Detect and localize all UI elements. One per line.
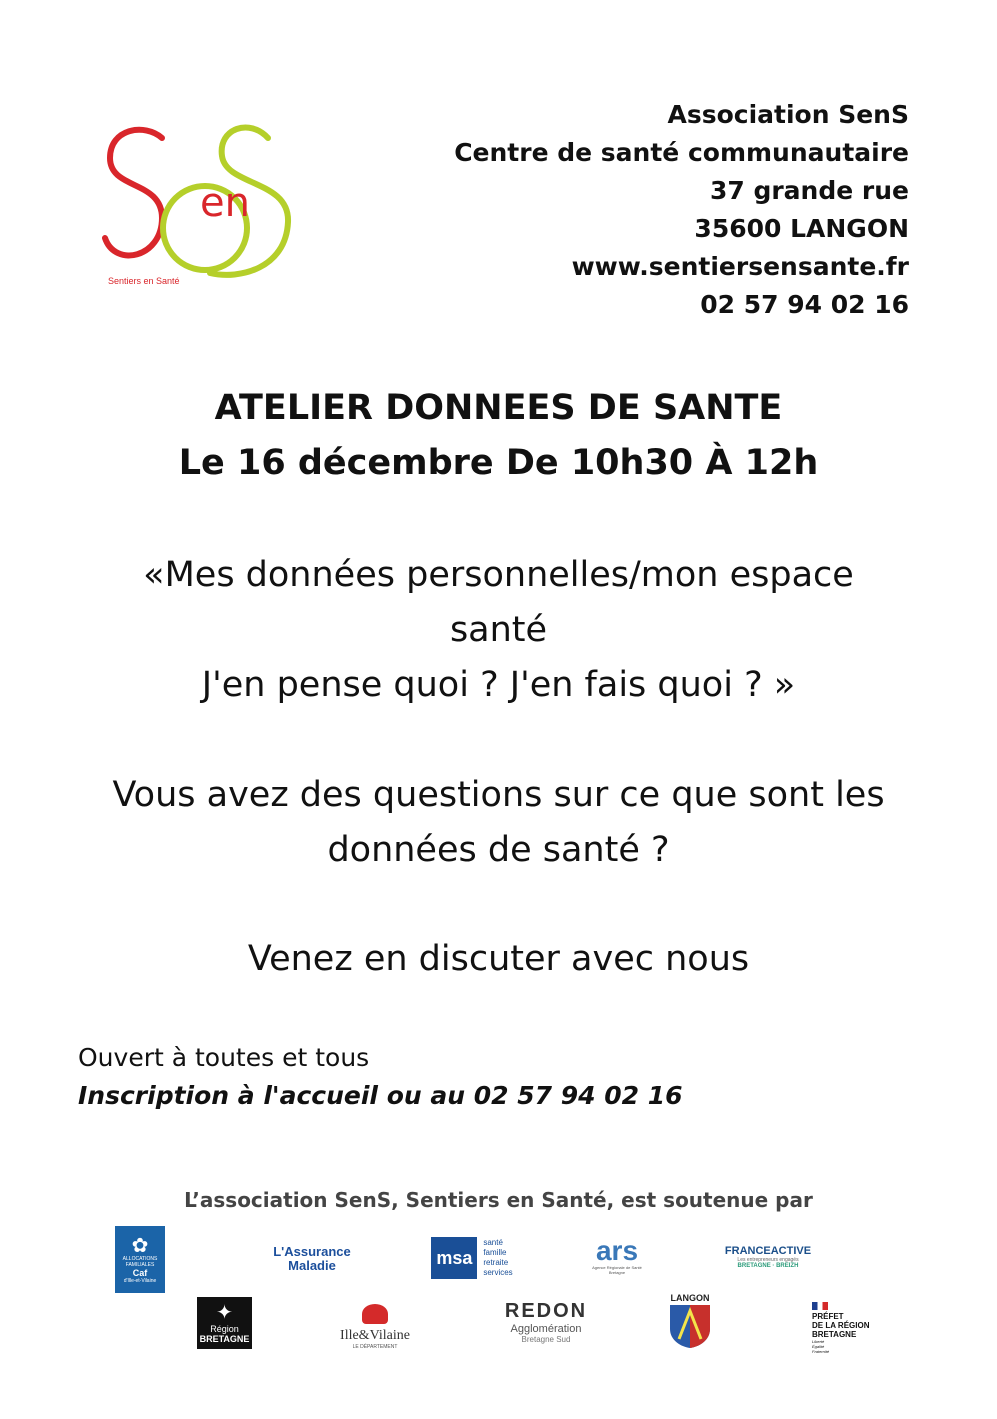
france-active-text-3: BRETAGNE · BREIZH <box>737 1263 799 1269</box>
msa-text-3: retraite <box>483 1258 509 1267</box>
prefet-text-3: BRETAGNE <box>812 1330 857 1339</box>
quote-line-3: J'en pense quoi ? J'en fais quoi ? » <box>201 665 796 705</box>
assurance-maladie-logo <box>262 1238 362 1280</box>
phone-number: 02 57 94 02 16 <box>700 290 909 319</box>
msa-logo <box>422 1236 522 1280</box>
support-title: L’association SenS, Sentiers en Santé, est soutenue par <box>184 1188 813 1212</box>
address-block <box>454 96 909 324</box>
ameli-text-2: Maladie <box>288 1258 336 1273</box>
prefet-text-2: DE LA RÉGION <box>812 1321 870 1330</box>
redon-text-2: Agglomération <box>510 1323 582 1335</box>
redon-text-3: Bretagne Sud <box>521 1335 571 1344</box>
question-line-1: Vous avez des questions sur ce que sont les <box>112 775 885 815</box>
svg-text:en: en <box>200 180 250 226</box>
quote-block <box>0 548 997 713</box>
langon-shield-icon <box>668 1303 712 1349</box>
ermine-icon: ✦ <box>216 1302 233 1324</box>
region-text-2: BRETAGNE <box>199 1334 250 1344</box>
open-to-all: Ouvert à toutes et tous <box>78 1043 370 1072</box>
langon-text: LANGON <box>670 1293 710 1303</box>
prefet-text-1: PRÉFET <box>812 1312 844 1321</box>
caf-text-3: Caf <box>132 1267 148 1278</box>
redon-agglomeration-logo <box>498 1300 594 1344</box>
msa-text-1: santé <box>483 1238 503 1247</box>
msa-mark: msa <box>431 1237 477 1279</box>
prefet-text-4: Liberté <box>812 1339 825 1344</box>
website-link[interactable]: www.sentiersensante.fr <box>571 252 909 281</box>
invite-text: Venez en discuter avec nous <box>247 939 750 979</box>
question-line-2: données de santé ? <box>327 830 670 870</box>
france-active-text-2: Les entrepreneurs engagés <box>737 1257 799 1263</box>
caf-text-1: ALLOCATIONS <box>122 1255 158 1262</box>
event-date: Le 16 décembre De 10h30 À 12h <box>178 443 819 483</box>
ille-vilaine-text-1: Ille&Vilaine <box>340 1328 410 1343</box>
france-active-text-1: FRANCEACTIVE <box>724 1245 812 1257</box>
registration-info: Inscription à l'accueil ou au 02 57 94 02 16 <box>78 1081 683 1110</box>
france-active-logo <box>716 1240 820 1274</box>
ille-et-vilaine-logo <box>333 1300 417 1354</box>
marianne-icon <box>812 1302 828 1310</box>
caf-logo <box>115 1226 165 1293</box>
msa-text-4: services <box>483 1268 513 1277</box>
msa-taglines <box>483 1238 512 1278</box>
caf-star-icon: ✿ <box>131 1234 149 1257</box>
ars-logo <box>585 1236 649 1276</box>
center-name: Centre de santé communautaire <box>454 138 909 167</box>
ars-text: ars <box>595 1235 639 1266</box>
street-address: 37 grande rue <box>709 176 909 205</box>
quote-line-2: santé <box>449 610 548 650</box>
prefet-text-5: Égalité <box>812 1344 825 1349</box>
event-title: ATELIER DONNEES DE SANTE <box>214 388 783 428</box>
quote-line-1: «Mes données personnelles/mon espace <box>143 555 854 595</box>
postal-city: 35600 LANGON <box>694 214 909 243</box>
region-bretagne-logo <box>197 1297 252 1349</box>
association-name: Association SenS <box>667 100 909 129</box>
sens-logo-graphic <box>100 118 300 278</box>
caf-text-4: d'Ille-et-Vilaine <box>123 1277 157 1284</box>
prefet-text-6: Fraternité <box>812 1349 830 1354</box>
redon-text-1: REDON <box>504 1300 588 1322</box>
question-block <box>0 768 997 878</box>
prefet-bretagne-logo <box>812 1300 884 1356</box>
langon-logo <box>664 1292 716 1350</box>
ars-subtext: Agence Régionale de Santé Bretagne <box>592 1265 642 1275</box>
ille-vilaine-text-2: LE DÉPARTEMENT <box>352 1344 398 1350</box>
ille-vilaine-mark-icon <box>362 1304 388 1324</box>
msa-text-2: famille <box>483 1248 507 1257</box>
region-text-1: Région <box>210 1324 239 1334</box>
caf-text-2: FAMILIALES <box>125 1261 155 1268</box>
logo-tagline: Sentiers en Santé <box>108 276 180 286</box>
ameli-text-1: L'Assurance <box>273 1244 351 1259</box>
sens-logo <box>100 118 300 293</box>
